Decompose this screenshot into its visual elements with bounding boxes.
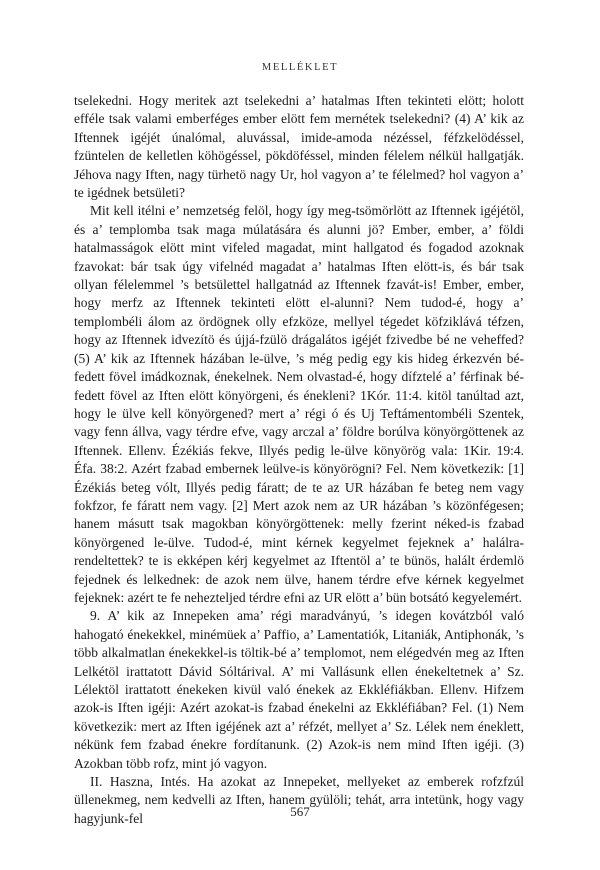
paragraph-continuation: tselekedni. Hogy meritek azt tselekedni a’ hatalmas Iften tekinteti elött; holott efféle tsak valami emberféges ember elött fem mernétek tselekedni? (4) A’ kik az Iftennek igéjét únalómal, aluvással, imide-amoda nézéssel, féfzkelödéssel, fzüntelen de kelletlen köhögéssel, pökdöféssel, minden félelem nélkül hallgatják. Jéhova nagy Iften, nagy türhetö nagy Ur, hol vagyon a’ te félelmed? hol vagyon a’ te igédnek betsületi? [74,93,524,201]
body-text [74,92,524,828]
running-header: MELLÉKLET [261,62,339,73]
paragraph: Mit kell itélni e’ nemzetség felöl, hogy így meg-tsömörlött az Iftennek igéjétöl, és a’ templomba tsak maga múlatására és alunni jö? Ember, ember, a’ földi hatalmasságok elött mint vifeled magadat, mint hallgatod és fogadod azoknak fzavokat: bár tsak úgy vifelnéd magadat a’ hatalmas Iften elött-is, és bár tsak ollyan félelemmel ’s betsülettel hallgatnád az Iftennek fzavát-is! Ember, ember, hogy merfz az Iftennek tekinteti elött el-alunni? Nem tudod-é, hogy a’ templombéli álom az ördögnek olly efzköze, mellyel tégedet köfziklává téfzen, hogy az Iftennek idvezítö és újjá-fzülö drágalátos igéjét fzivedbe bé ne veheffed? (5) A’ kik az Iftennek házában le-ülve, ’s még pedig egy kis hideg érkezvén bé-fedett fövel imádkoznak, énekelnek. Nem olvastad-é, hogy dífztelé a’ férfinak bé-fedett fövel az Iften elött könyörgeni, és énekleni? 1Kór. 11:4. kitöl tanúltad azt, hogy le ülve kell könyörgened? mert a’ régi ó és Uj Teftámentombéli Szentek, vagy fenn állva, vagy térdre efve, vagy arczal a’ földre borúlva könyörgöttenek az Iftennek. Ellenv. Ézékiás fekve, Illyés pedig le-ülve könyörög vala: 1Kir. 19:4. Éfa. 38:2. Azért fzabad embernek leülve-is könyörögni? Fel. Nem következik: [1] Ézékiás beteg vólt, Illyés pedig fáratt; de te az UR házában fe beteg nem vagy fokfzor, fe fáratt nem vagy. [2] Mert azok nem az UR házában ’s közönfégesen; hanem másutt tsak magokban könyörgöttenek: melly fzerint néked-is fzabad könyörgened le-ülve. Tudod-é, mint kérnek kegyelmet fejeknek a’ halálra-rendeltettek? te is ekképen kérj kegyelmet az Iftentöl a’ te bünös, halált érdemlö fejednek és lelkednek: de azok nem ülve, hanem térdre efve kérnek kegyelmet fejeknek: azért te fe nehezteljed térdre efni az UR elött a’ bün botsátó kegyelemért. [74,203,524,605]
page-number: 567 [290,804,310,819]
paragraph: 9. A’ kik az Innepeken ama’ régi maradványú, ’s idegen kovátzból való hahogató énekekkel, minémüek a’ Paffio, a’ Lamentatiók, Litaniák, Antiphonák, ’s több alkalmatlan énekekkel-is töltik-bé a’ templomot, nem elégedvén meg az Iften Lelkétöl irattatott Dávid Sóltárival. A’ mi Vallásunk ellen énekeltetnek a’ Sz. Lélektöl irattatott énekeken kivül való énekek az Ekkléfiákban. Ellenv. Hifzem azok-is Iften igéji: Azért azokat-is fzabad énekelni az Ekkléfiában? Fel. (1) Nem következik: mert az Iften igéjének azt a’ réfzét, mellyet a’ Sz. Lélek nem éneklett, nékünk fem fzabad énekre fordítanunk. (2) Azok-is nem mind Iften igéji. (3) Azokban több rofz, mint jó vagyon. [74,608,524,771]
paragraph: II. Haszna, Intés. Ha azokat az Innepeket, mellyeket az emberek rofzfzúl üllenekmeg, nem kedvelli az Iften, hanem gyülöli; tehát, arra intetünk, hogy vagy hagyjunk-fel [74,774,524,826]
